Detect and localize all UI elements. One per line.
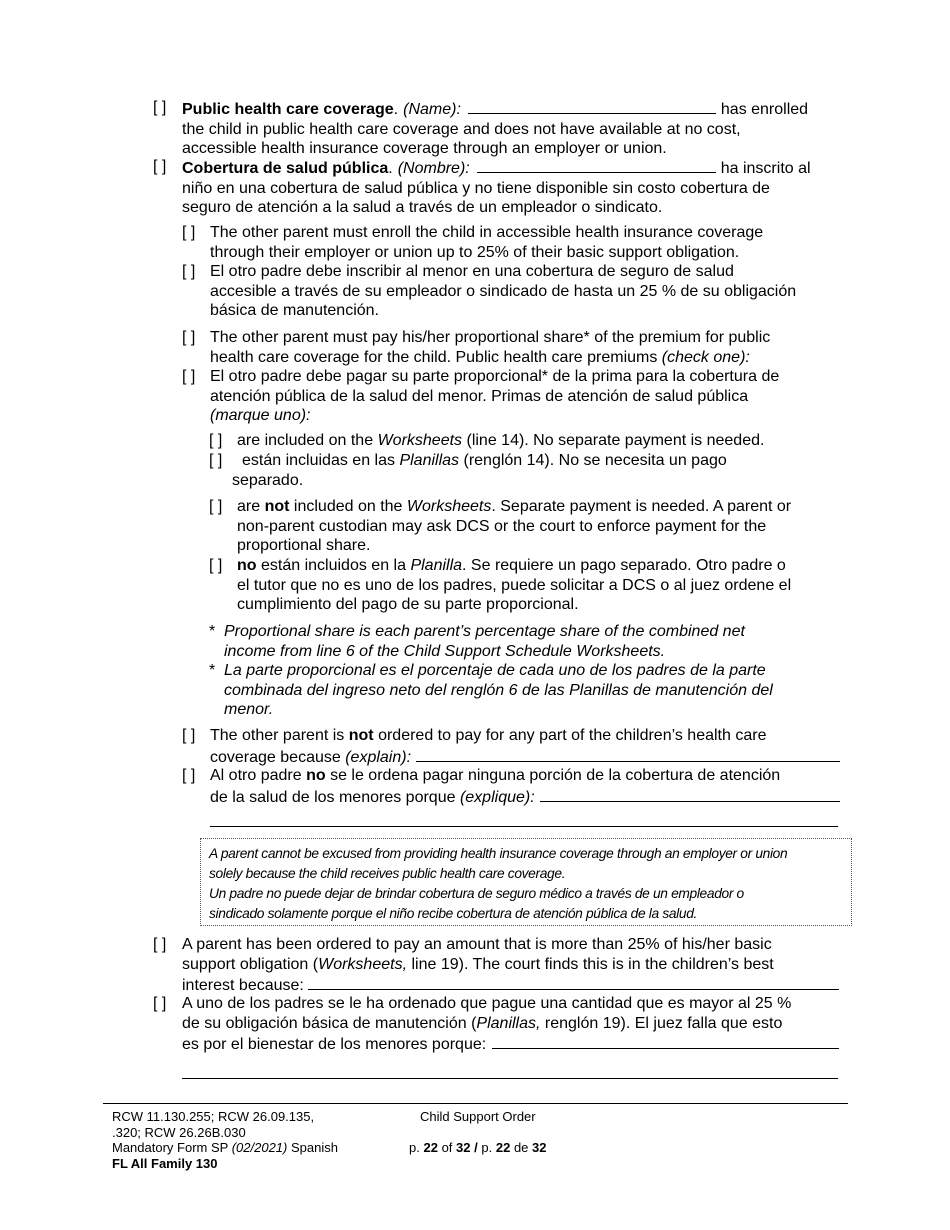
not-ordered-es: Al otro padre no se le ordena pagar ninguna porción de la cobertura de atención de la salud de los menores porque (explique): bbox=[210, 766, 840, 807]
name-label-en: (Name): bbox=[403, 101, 461, 118]
footer-left bbox=[112, 1109, 402, 1171]
public-health-title-es: Cobertura de salud pública bbox=[182, 160, 389, 177]
checkbox-included-es[interactable]: [ ] bbox=[209, 452, 223, 469]
checkbox-public-health-es[interactable]: [ ] bbox=[153, 158, 167, 175]
best-interest-blank-extra[interactable] bbox=[182, 1078, 838, 1079]
public-health-en: Public health care coverage . (Name): has enrolled the child in public health care coverage and does not have available at no cost, accessible health insurance coverage through an employer or union. bbox=[182, 98, 842, 159]
explain-blank-extra[interactable] bbox=[210, 826, 838, 827]
included-en: are included on the Worksheets (line 14). No separate payment is needed. bbox=[237, 432, 765, 449]
footnote-star-en: * bbox=[209, 623, 216, 640]
notice-box: A parent cannot be excused from providing health insurance coverage through an employer or union solely because the child receives public health care coverage. Un padre no puede dejar de brindar cobertura de seguro médico a través de un empleador o sindicado solamente porque el niño recibe cobertura de atención pública de la salud. bbox=[200, 838, 852, 926]
footer-rcw-1: RCW 11.130.255; RCW 26.09.135, bbox=[112, 1109, 315, 1124]
checkbox-over25-es[interactable]: [ ] bbox=[153, 995, 167, 1012]
footer-doc-title: Child Support Order bbox=[420, 1109, 536, 1124]
checkbox-over25-en[interactable]: [ ] bbox=[153, 936, 167, 953]
checkbox-included-en[interactable]: [ ] bbox=[209, 432, 223, 449]
public-health-es: Cobertura de salud pública . (Nombre): ha inscrito al niño en una cobertura de salud pública y no tiene disponible sin costo cobertura de seguro de atención a la salud a través de un empleador o sindicato. bbox=[182, 157, 842, 218]
footer-rcw-2: .320; RCW 26.26B.030 bbox=[112, 1124, 246, 1140]
not-included-es: no están incluidos en la Planilla. Se requiere un pago separado. Otro padre o el tutor que no es uno de los padres, puede solicitar a DCS o al juez ordene el cumplimiento del pago de su parte proporcional. bbox=[237, 557, 792, 613]
footnote-en: Proportional share is each parent’s percentage share of the combined net income from line 6 of the Child Support Schedule Worksheets. bbox=[224, 623, 745, 660]
name-blank-es[interactable] bbox=[477, 157, 716, 173]
enroll-en: The other parent must enroll the child in accessible health insurance coverage through their employer or union up to 25% of their basic support obligation. bbox=[210, 224, 764, 261]
premium-es: El otro padre debe pagar su parte proporcional* de la prima para la cobertura de atención pública de la salud del menor. Primas de atención de salud pública (marque uno): bbox=[210, 368, 780, 424]
best-interest-blank-en[interactable] bbox=[308, 974, 839, 990]
over25-en: A parent has been ordered to pay an amount that is more than 25% of his/her basic support obligation (Worksheets, line 19). The court finds this is in the children’s best interest because: bbox=[182, 935, 839, 996]
name-blank-en[interactable] bbox=[468, 98, 716, 114]
name-label-es: (Nombre): bbox=[397, 160, 470, 177]
checkbox-not-ordered-en[interactable]: [ ] bbox=[182, 727, 196, 744]
footer-family: FL All Family 130 bbox=[112, 1155, 218, 1171]
not-included-en: are not included on the Worksheets. Separate payment is needed. A parent or non-parent custodian may ask DCS or the court to enforce payment for the proportional share. bbox=[237, 498, 792, 554]
checkbox-enroll-en[interactable]: [ ] bbox=[182, 224, 196, 241]
explain-blank-en[interactable] bbox=[416, 746, 840, 762]
checkbox-enroll-es[interactable]: [ ] bbox=[182, 263, 196, 280]
checkbox-public-health-en[interactable]: [ ] bbox=[153, 99, 167, 116]
checkbox-premium-es[interactable]: [ ] bbox=[182, 368, 196, 385]
footnote-es: La parte proporcional es el porcentaje de cada uno de los padres de la parte combinada del ingreso neto del renglón 6 de las Planillas de manutención del menor. bbox=[224, 662, 773, 718]
explain-blank-es[interactable] bbox=[540, 786, 840, 802]
premium-en: The other parent must pay his/her proportional share* of the premium for public health care coverage for the child. Public health care premiums (check one): bbox=[210, 329, 771, 366]
over25-es: A uno de los padres se le ha ordenado que pague una cantidad que es mayor al 25 % de su obligación básica de manutención (Planillas, renglón 19). El juez falla que esto es por el bienestar de los menores porque: bbox=[182, 994, 839, 1055]
enroll-es: El otro padre debe inscribir al menor en una cobertura de seguro de salud accesible a través de su empleador o sindicado de hasta un 25 % de su obligación básica de manutención. bbox=[210, 263, 797, 319]
checkbox-not-included-es[interactable]: [ ] bbox=[209, 557, 223, 574]
included-es: están incluidas en las Planillas (renglón 14). No se necesita un pago separado. bbox=[232, 452, 727, 489]
public-health-title-en: Public health care coverage bbox=[182, 101, 394, 118]
footer-divider bbox=[103, 1103, 848, 1104]
checkbox-not-included-en[interactable]: [ ] bbox=[209, 498, 223, 515]
checkbox-premium-en[interactable]: [ ] bbox=[182, 329, 196, 346]
footer-form: Mandatory Form SP (02/2021) Spanish bbox=[112, 1140, 338, 1155]
footnote-star-es: * bbox=[209, 662, 216, 679]
best-interest-blank-es[interactable] bbox=[492, 1033, 839, 1049]
checkbox-not-ordered-es[interactable]: [ ] bbox=[182, 767, 196, 784]
footer-page-number: p. 22 of 32 / p. 22 de 32 bbox=[409, 1140, 547, 1155]
not-ordered-en: The other parent is not ordered to pay for any part of the children’s health care coverage because (explain): bbox=[210, 726, 840, 767]
